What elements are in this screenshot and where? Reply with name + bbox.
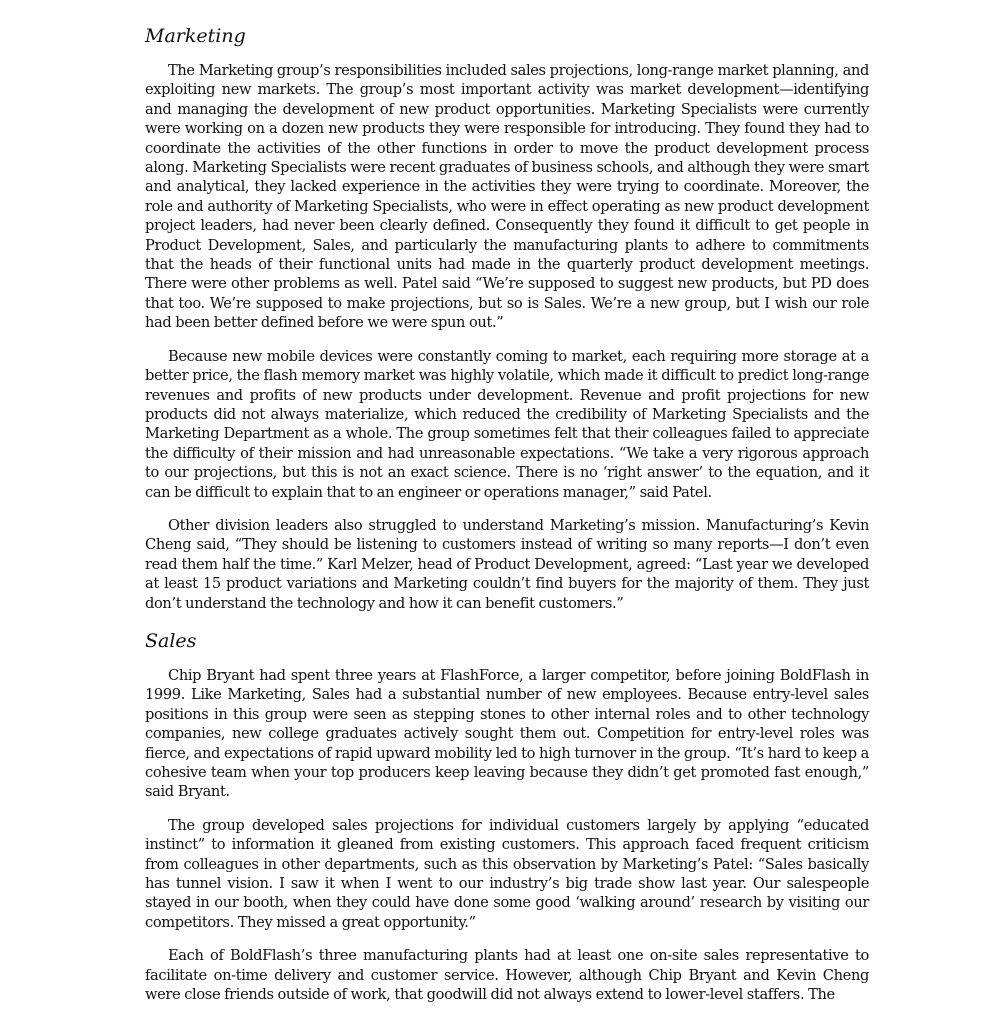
paragraph: Because new mobile devices were constantly coming to market, each requiring more storage at a better price, the flash memory market was highly volatile, which made it difficult to predict long-range revenues and profits of new products under development. Revenue and profit projections for new products did not always materialize, which reduced the credibility of Marketing Specialists and the Marketing Department as a whole. The group sometimes felt that their colleagues failed to appreciate the difficulty of their mission and had unreasonable expectations. “We take a very rigorous approach to our projections, but this is not an exact science. There is no ‘right answer’ to the equation, and it can be difficult to explain that to an engineer or operations manager,” said Patel. — [145, 347, 869, 501]
paragraph: The Marketing group’s responsibilities included sales projections, long-range market planning, and exploiting new markets. The group’s most important activity was market development—identifying and managing the development of new product opportunities. Marketing Specialists were currently were working on a dozen new products they were responsible for introducing. They found they had to coordinate the activities of the other functions in order to move the product development process along. Marketing Specialists were recent graduates of business schools, and although they were smart and analytical, they lacked experience in the activities they were trying to coordinate. Moreover, the role and authority of Marketing Specialists, who were in effect operating as new product development project leaders, had never been clearly defined. Consequently they found it difficult to get people in Product Development, Sales, and particularly the manufacturing plants to adhere to commitments that the heads of their functional units had made in the quarterly product development meetings. There were other problems as well. Patel said “We’re supposed to suggest new products, but PD does that too. We’re supposed to make projections, but so is Sales. We’re a new group, but I wish our role had been better defined before we were spun out.” — [145, 62, 869, 332]
paragraph: The group developed sales projections for individual customers largely by applying “educated instinct” to information it gleaned from existing customers. This approach faced frequent criticism from colleagues in other departments, such as this observation by Marketing’s Patel: “Sales basically has tunnel vision. I saw it when I went to our industry’s big trade show last year. Our salespeople stayed in our booth, when they could have done some good ‘walking around’ research by visiting our competitors. They missed a great opportunity.” — [145, 816, 869, 931]
paragraph: Other division leaders also struggled to understand Marketing’s mission. Manufacturing’s Kevin Cheng said, “They should be listening to customers instead of writing so many reports—I don’t even read them half the time.” Karl Melzer, head of Product Development, agreed: “Last year we developed at least 15 product variations and Marketing couldn’t find buyers for the majority of them. They just don’t understand the technology and how it can benefit customers.” — [145, 516, 869, 612]
paragraph: Each of BoldFlash’s three manufacturing plants had at least one on-site sales representative to facilitate on-time delivery and customer service. However, although Chip Bryant and Kevin Cheng were close friends outside of work, that goodwill did not always extend to lower-level staffers. The — [145, 947, 869, 1004]
paragraph: Chip Bryant had spent three years at FlashForce, a larger competitor, before joining BoldFlash in 1999. Like Marketing, Sales had a substantial number of new employees. Because entry-level sales positions in this group were seen as stepping stones to other internal roles and to other technology companies, new college graduates actively sought them out. Competition for entry-level roles was fierce, and expectations of rapid upward mobility led to high turnover in the group. “It’s hard to keep a cohesive team when your top producers keep leaving because they didn’t get promoted fast enough,” said Bryant. — [145, 666, 869, 801]
section-heading-marketing: Marketing — [145, 25, 246, 47]
section-heading-sales: Sales — [145, 629, 197, 652]
document-page — [145, 22, 869, 1018]
